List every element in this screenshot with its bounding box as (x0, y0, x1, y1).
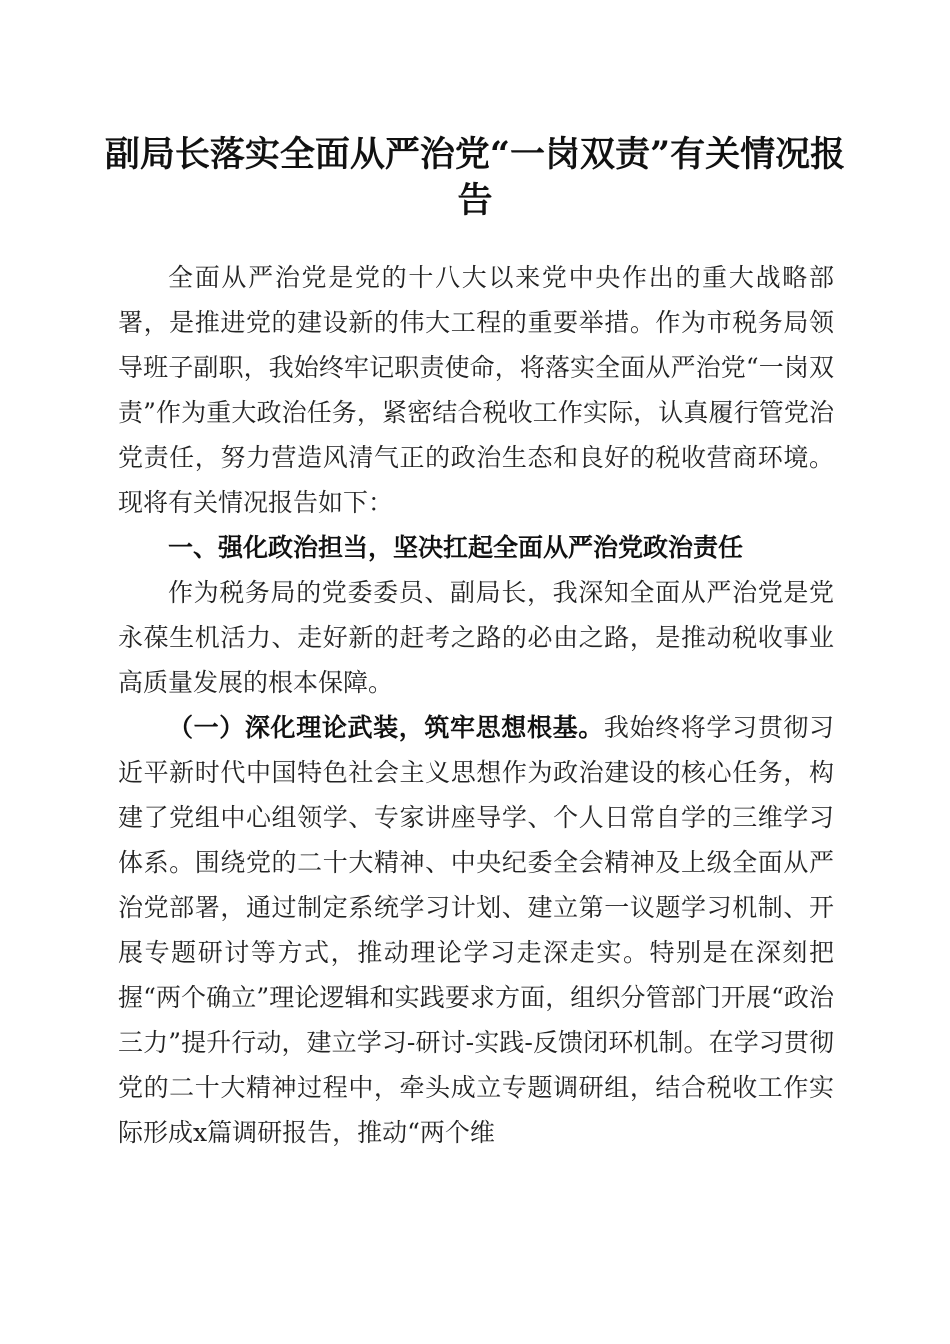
document-title: 副局长落实全面从严治党“一岗双责”有关情况报告 (104, 134, 846, 221)
subsection-1-paragraph (118, 705, 834, 1155)
section-1-paragraph: 作为税务局的党委委员、副局长，我深知全面从严治党是党永葆生机活力、走好新的赶考之路的必由之路，是推动税收事业高质量发展的根本保障。 (118, 578, 834, 697)
subsection-1-heading: （一）深化理论武装，筑牢思想根基。 (168, 713, 604, 742)
document-body (118, 255, 834, 1155)
section-1-heading: 一、强化政治担当，坚决扛起全面从严治党政治责任 (168, 533, 744, 562)
subsection-1-text: 我始终将学习贯彻习近平新时代中国特色社会主义思想作为政治建设的核心任务，构建了党组中心组领学、专家讲座导学、个人日常自学的三维学习体系。围绕党的二十大精神、中央纪委全会精神及上级全面从严治党部署，通过制定系统学习计划、建立第一议题学习机制、开展专题研讨等方式，推动理论学习走深走实。特别是在深刻把握“两个确立”理论逻辑和实践要求方面，组织分管部门开展“政治三力”提升行动，建立学习-研讨-实践-反馈闭环机制。在学习贯彻党的二十大精神过程中，牵头成立专题调研组，结合税收工作实际形成x篇调研报告，推动“两个维 (118, 713, 834, 1147)
intro-paragraph: 全面从严治党是党的十八大以来党中央作出的重大战略部署，是推进党的建设新的伟大工程的重要举措。作为市税务局领导班子副职，我始终牢记职责使命，将落实全面从严治党“一岗双责”作为重大政治任务，紧密结合税收工作实际，认真履行管党治党责任，努力营造风清气正的政治生态和良好的税收营商环境。现将有关情况报告如下： (118, 263, 834, 517)
